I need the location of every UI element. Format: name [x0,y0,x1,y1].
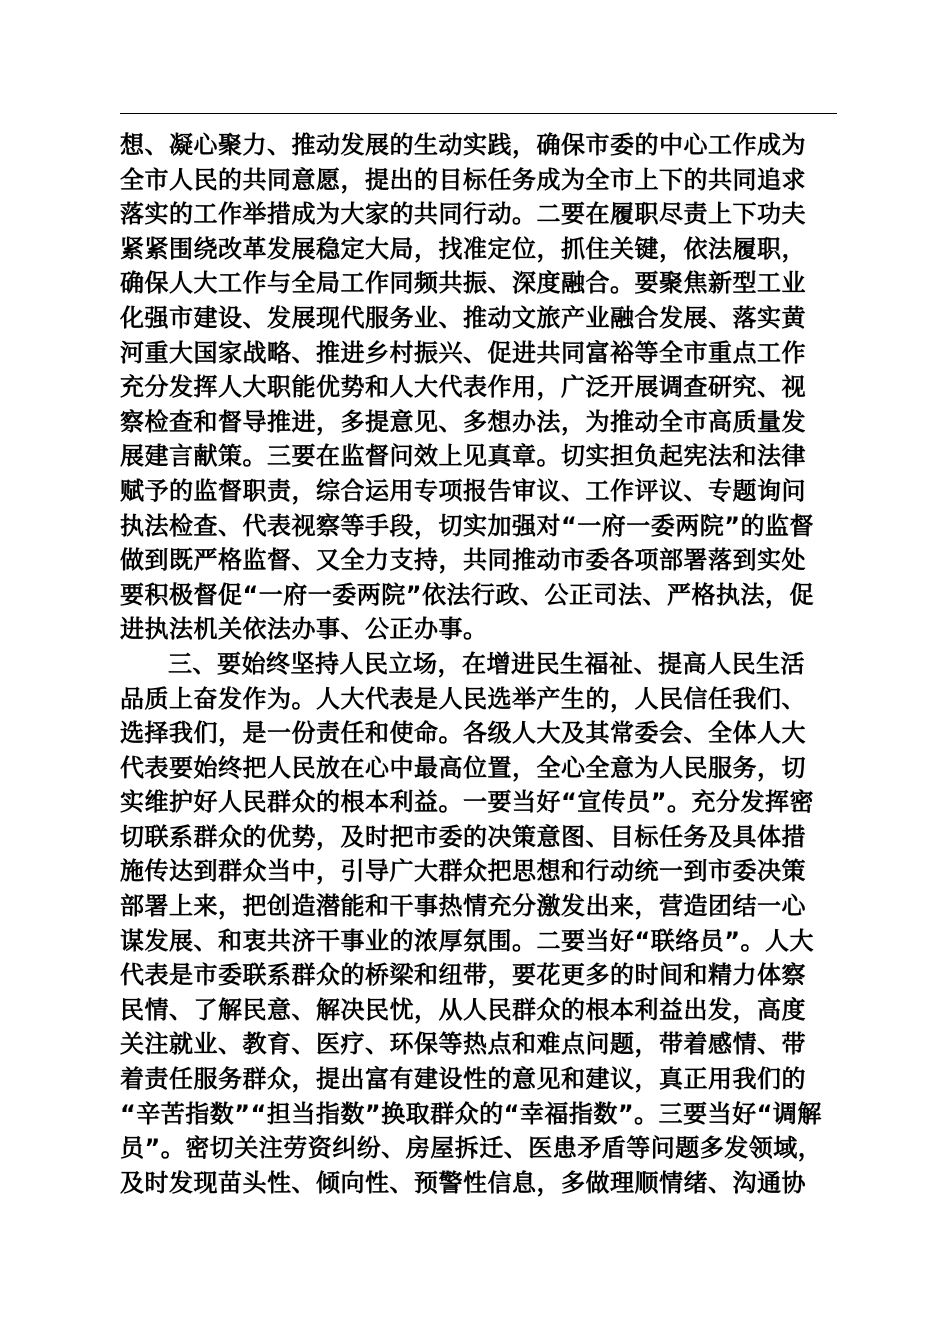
text-line: 施传达到群众当中，引导广大群众把思想和行动统一到市委决策 [120,857,806,886]
text-line: 想、凝心聚力、推动发展的生动实践，确保市委的中心工作成为 [120,131,806,159]
text-line: 察检查和督导推进，多提意见、多想办法，为推动全市高质量发 [120,407,806,436]
text-line: 化强市建设、发展现代服务业、推动文旅产业融合发展、落实黄 [120,303,806,332]
body-text [120,128,860,1200]
text-line: 切联系群众的优势，及时把市委的决策意图、目标任务及具体措 [120,822,806,851]
text-line: 执法检查、代表视察等手段，切实加强对“一府一委两院”的监督 [120,511,815,540]
text-line: 紧紧围绕改革发展稳定大局，找准定位，抓住关键，依法履职， [120,234,806,263]
text-line: 实维护好人民群众的根本利益。一要当好“宣传员”。充分发挥密 [120,788,815,817]
text-line: 及时发现苗头性、倾向性、预警性信息，多做理顺情绪、沟通协 [120,1168,806,1197]
header-rule [120,113,837,114]
text-line: 赋予的监督职责，综合运用专项报告审议、工作评议、专题询问 [120,476,806,505]
text-line: 选择我们，是一份责任和使命。各级人大及其常委会、全体人大 [120,719,806,748]
paragraph-start-line: 三、要始终坚持人民立场，在增进民生福祉、提高人民生活 [168,649,805,678]
text-line: 要积极督促“一府一委两院”依法行政、公正司法、严格执法，促 [120,580,815,609]
text-line: 代表要始终把人民放在心中最高位置，全心全意为人民服务，切 [120,753,806,782]
text-line: 员”。密切关注劳资纠纷、房屋拆迁、医患矛盾等问题多发领域， [120,1134,823,1163]
text-line: 做到既严格监督、又全力支持，共同推动市委各项部署落到实处 [120,546,806,575]
text-line: 谋发展、和衷共济干事业的浓厚氛围。二要当好“联络员”。人大 [120,926,815,955]
text-line: 着责任服务群众，提出富有建设性的意见和建议，真正用我们的 [120,1065,806,1094]
text-line: 民情、了解民意、解决民忧，从人民群众的根本利益出发，高度 [120,995,806,1024]
text-line: 全市人民的共同意愿，提出的目标任务成为全市上下的共同追求 [120,165,806,194]
text-line: 代表是市委联系群众的桥梁和纽带，要花更多的时间和精力体察 [120,961,806,990]
text-line: 品质上奋发作为。人大代表是人民选举产生的，人民信任我们、 [120,684,806,713]
text-line: 关注就业、教育、医疗、环保等热点和难点问题，带着感情、带 [120,1030,806,1059]
text-line: “辛苦指数”“担当指数”换取群众的“幸福指数”。三要当好“调解 [120,1099,822,1128]
text-line: 确保人大工作与全局工作同频共振、深度融合。要聚焦新型工业 [120,269,806,298]
text-line: 进执法机关依法办事、公正办事。 [120,615,488,644]
text-line: 落实的工作举措成为大家的共同行动。二要在履职尽责上下功夫 [120,200,806,229]
text-line: 河重大国家战略、推进乡村振兴、促进共同富裕等全市重点工作 [120,338,806,367]
text-line: 展建言献策。三要在监督问效上见真章。切实担负起宪法和法律 [120,442,806,471]
text-line: 部署上来，把创造潜能和干事热情充分激发出来，营造团结一心 [120,892,806,921]
text-line: 充分发挥人大职能优势和人大代表作用，广泛开展调查研究、视 [120,373,806,402]
